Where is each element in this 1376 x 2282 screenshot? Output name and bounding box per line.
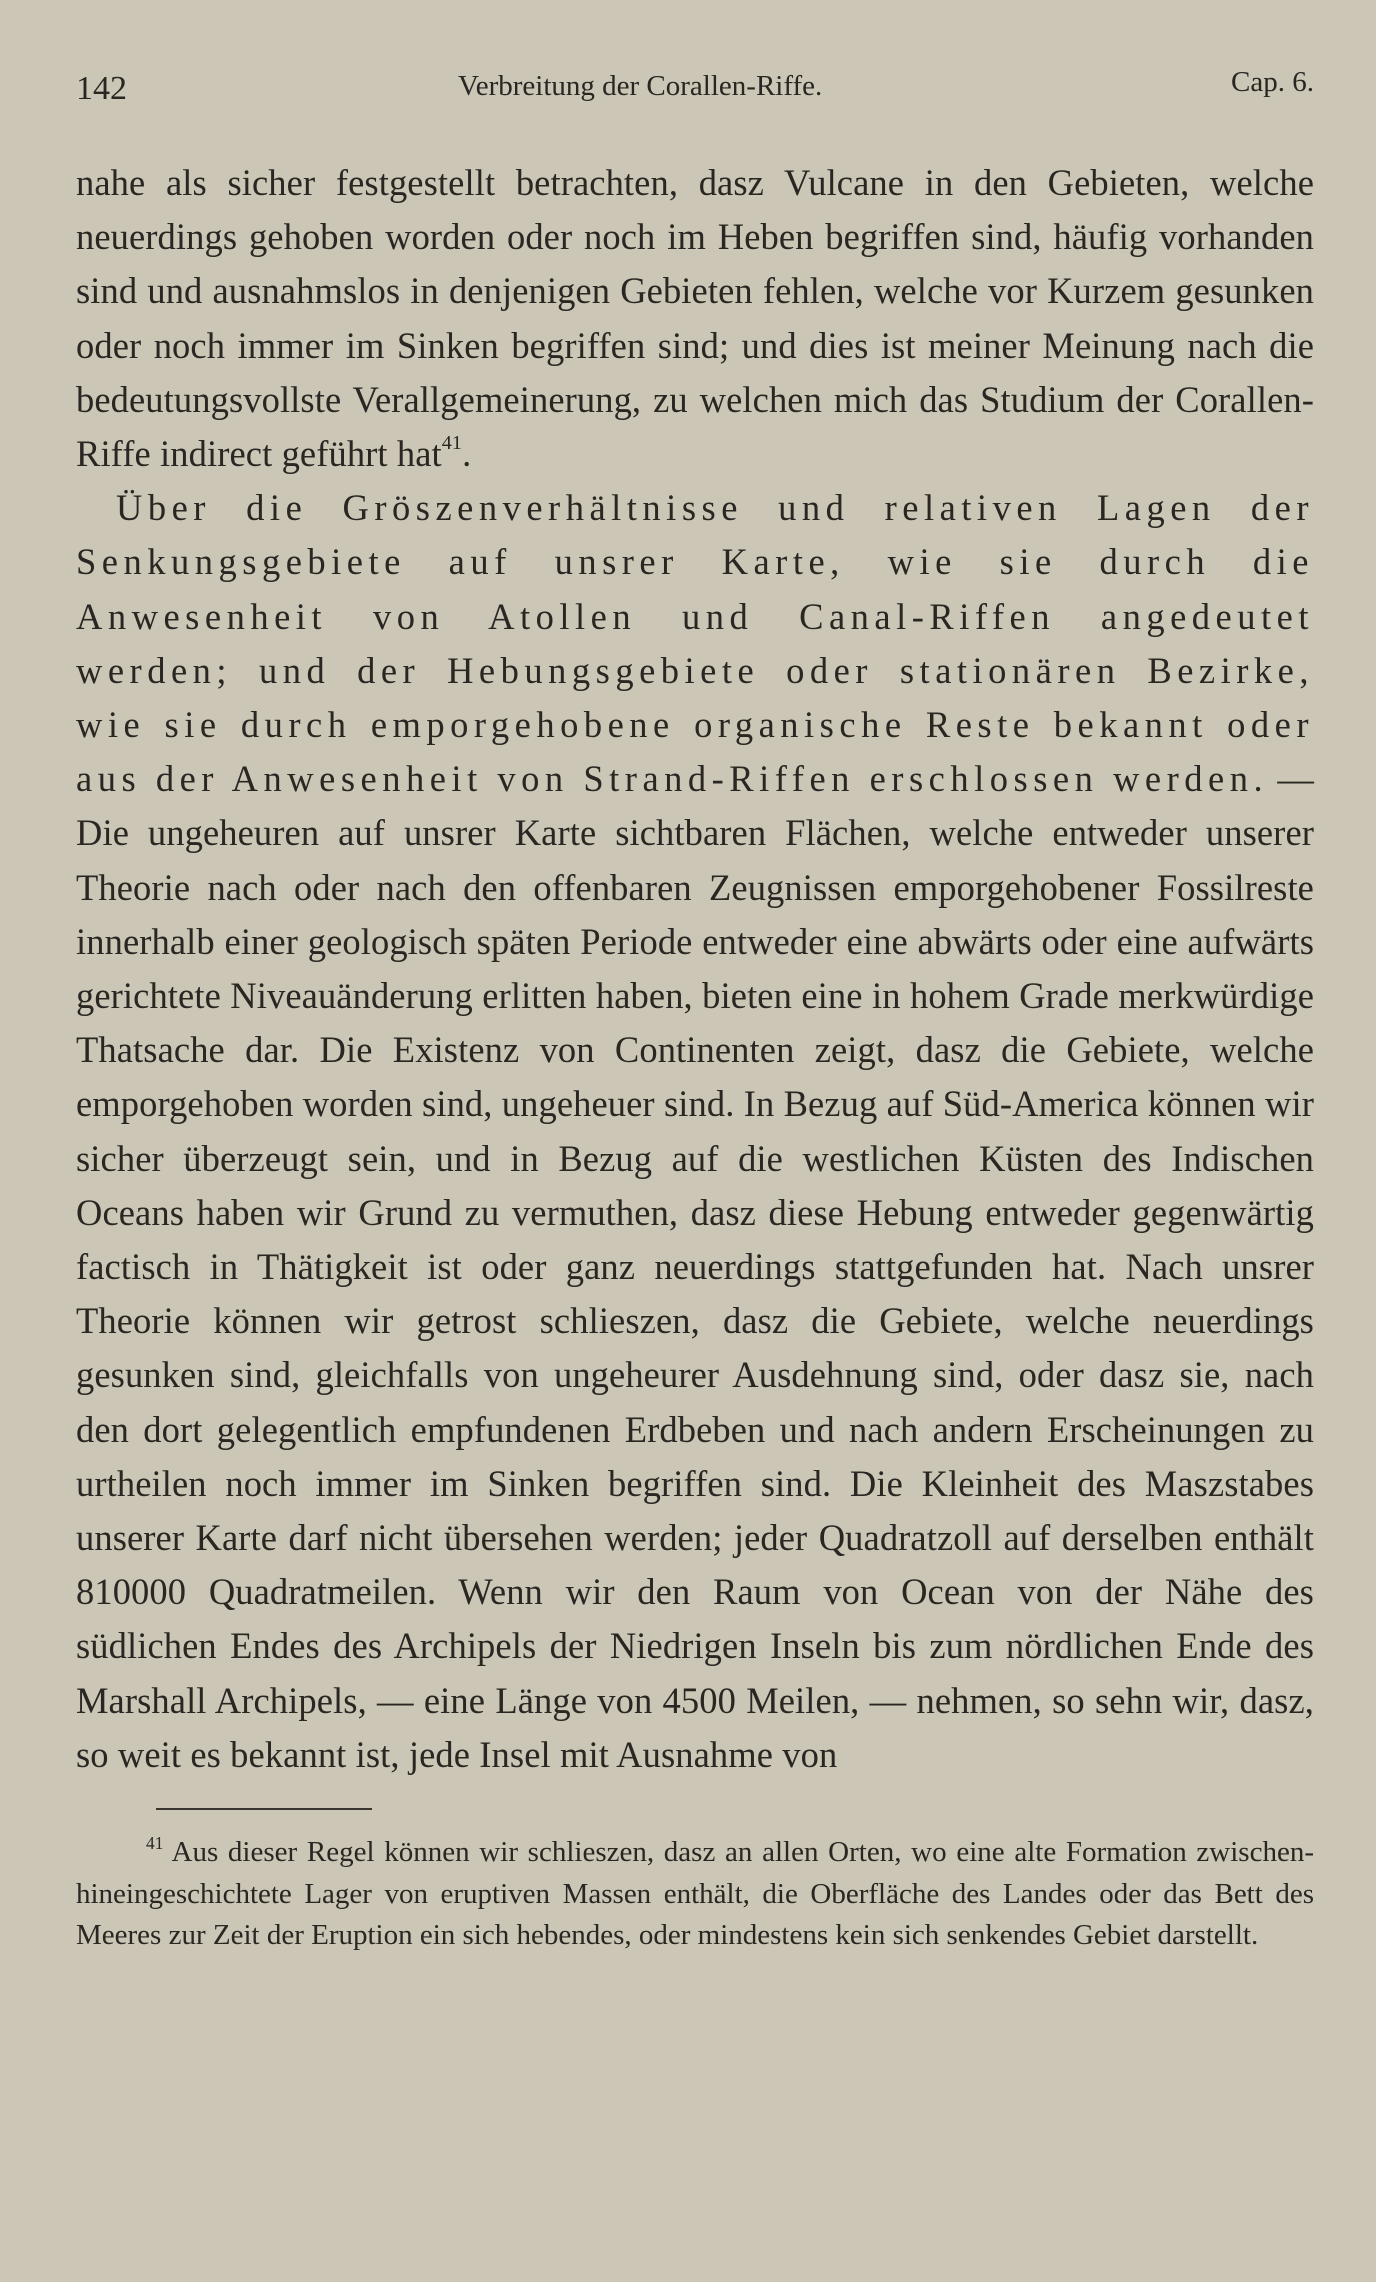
main-text	[76, 156, 1314, 1782]
footnote-reference: 41	[441, 431, 463, 454]
paragraph-text: — Die ungeheuren auf unsrer Karte sichtbaren Flächen, welche entweder unserer Theorie nach oder nach den offenbaren Zeugnissen emporgehobener Fossilreste innerhalb einer geologisch späten Periode entweder eine abwärts oder eine aufwärts gerichtete Niveauänderung erlitten haben, bieten eine in hohem Grade merkwürdige Thatsache dar. Die Existenz von Continenten zeigt, dasz die Gebiete, welche emporgehoben worden sind, ungeheuer sind. In Bezug auf Süd-America können wir sicher überzeugt sein, und in Bezug auf die westlichen Küsten des Indischen Oceans haben wir Grund zu vermuthen, dasz diese Hebung entweder gegenwärtig factisch in Thätigkeit ist oder ganz neuerdings stattgefunden hat. Nach unsrer Theorie können wir getrost schlieszen, dasz die Gebiete, welche neuerdings gesunken sind, gleichfalls von ungeheurer Ausdehnung sind, oder dasz sie, nach den dort gelegentlich empfundenen Erdbeben und nach andern Erscheinungen zu urtheilen noch immer im Sinken begriffen sind. Die Kleinheit des Maszstabes unserer Karte darf nicht übersehen werden; jeder Quadratzoll auf derselben enthält 810000 Quadratmeilen. Wenn wir den Raum von Ocean von der Nähe des südlichen Endes des Archipels der Niedrigen Inseln bis zum nördlichen Ende des Marshall Archipels, — eine Länge von 4500 Meilen, — nehmen, so sehn wir, dasz, so weit es bekannt ist, jede Insel mit Ausnahme von	[76, 758, 1315, 1775]
paragraph	[76, 481, 1314, 1782]
paragraph-end: .	[462, 433, 472, 475]
footnote	[76, 1832, 1314, 1957]
paragraph-text: nahe als sicher festgestellt betrachten, dasz Vulcane in den Gebieten, welche neuerdings gehoben worden oder noch im Heben begriffen sind, häufig vorhanden sind und ausnahmslos in denjenigen Gebieten fehlen, welche vor Kurzem gesunken oder noch immer im Sinken begriffen sind; und dies ist meiner Meinung nach die bedeutungsvollste Verallgemeinerung, zu welchen mich das Studium der Corallen-Riffe indirect geführt hat	[76, 162, 1314, 475]
paragraph	[76, 156, 1314, 481]
footnote-mark: 41	[146, 1832, 164, 1853]
footnote-divider	[156, 1808, 372, 1810]
chapter-label: Cap. 6.	[1231, 66, 1314, 98]
page-number: 142	[76, 70, 127, 107]
spaced-heading-text: Über die Gröszenverhältnisse und relativen Lagen der Senkungsgebiete auf unsrer Karte, wie sie durch die Anwesenheit von Atollen und Canal-Riffen angedeutet werden; und der Hebungsgebiete oder stationären Bezirke, wie sie durch emporgehobene organische Reste bekannt oder aus der Anwesenheit von Strand-Riffen erschlossen werden.	[76, 487, 1314, 800]
footnote-text: Aus dieser Regel können wir schlieszen, dasz an allen Orten, wo eine alte Formation zwischen-hineingeschichtete Lager von eruptiven Massen enthält, die Oberfläche des Landes oder das Bett des Meeres zur Zeit der Eruption ein sich hebendes, oder mindestens kein sich senkendes Gebiet darstellt.	[76, 1836, 1314, 1952]
running-title: Verbreitung der Corallen-Riffe.	[458, 70, 823, 102]
page-header	[76, 62, 1314, 118]
